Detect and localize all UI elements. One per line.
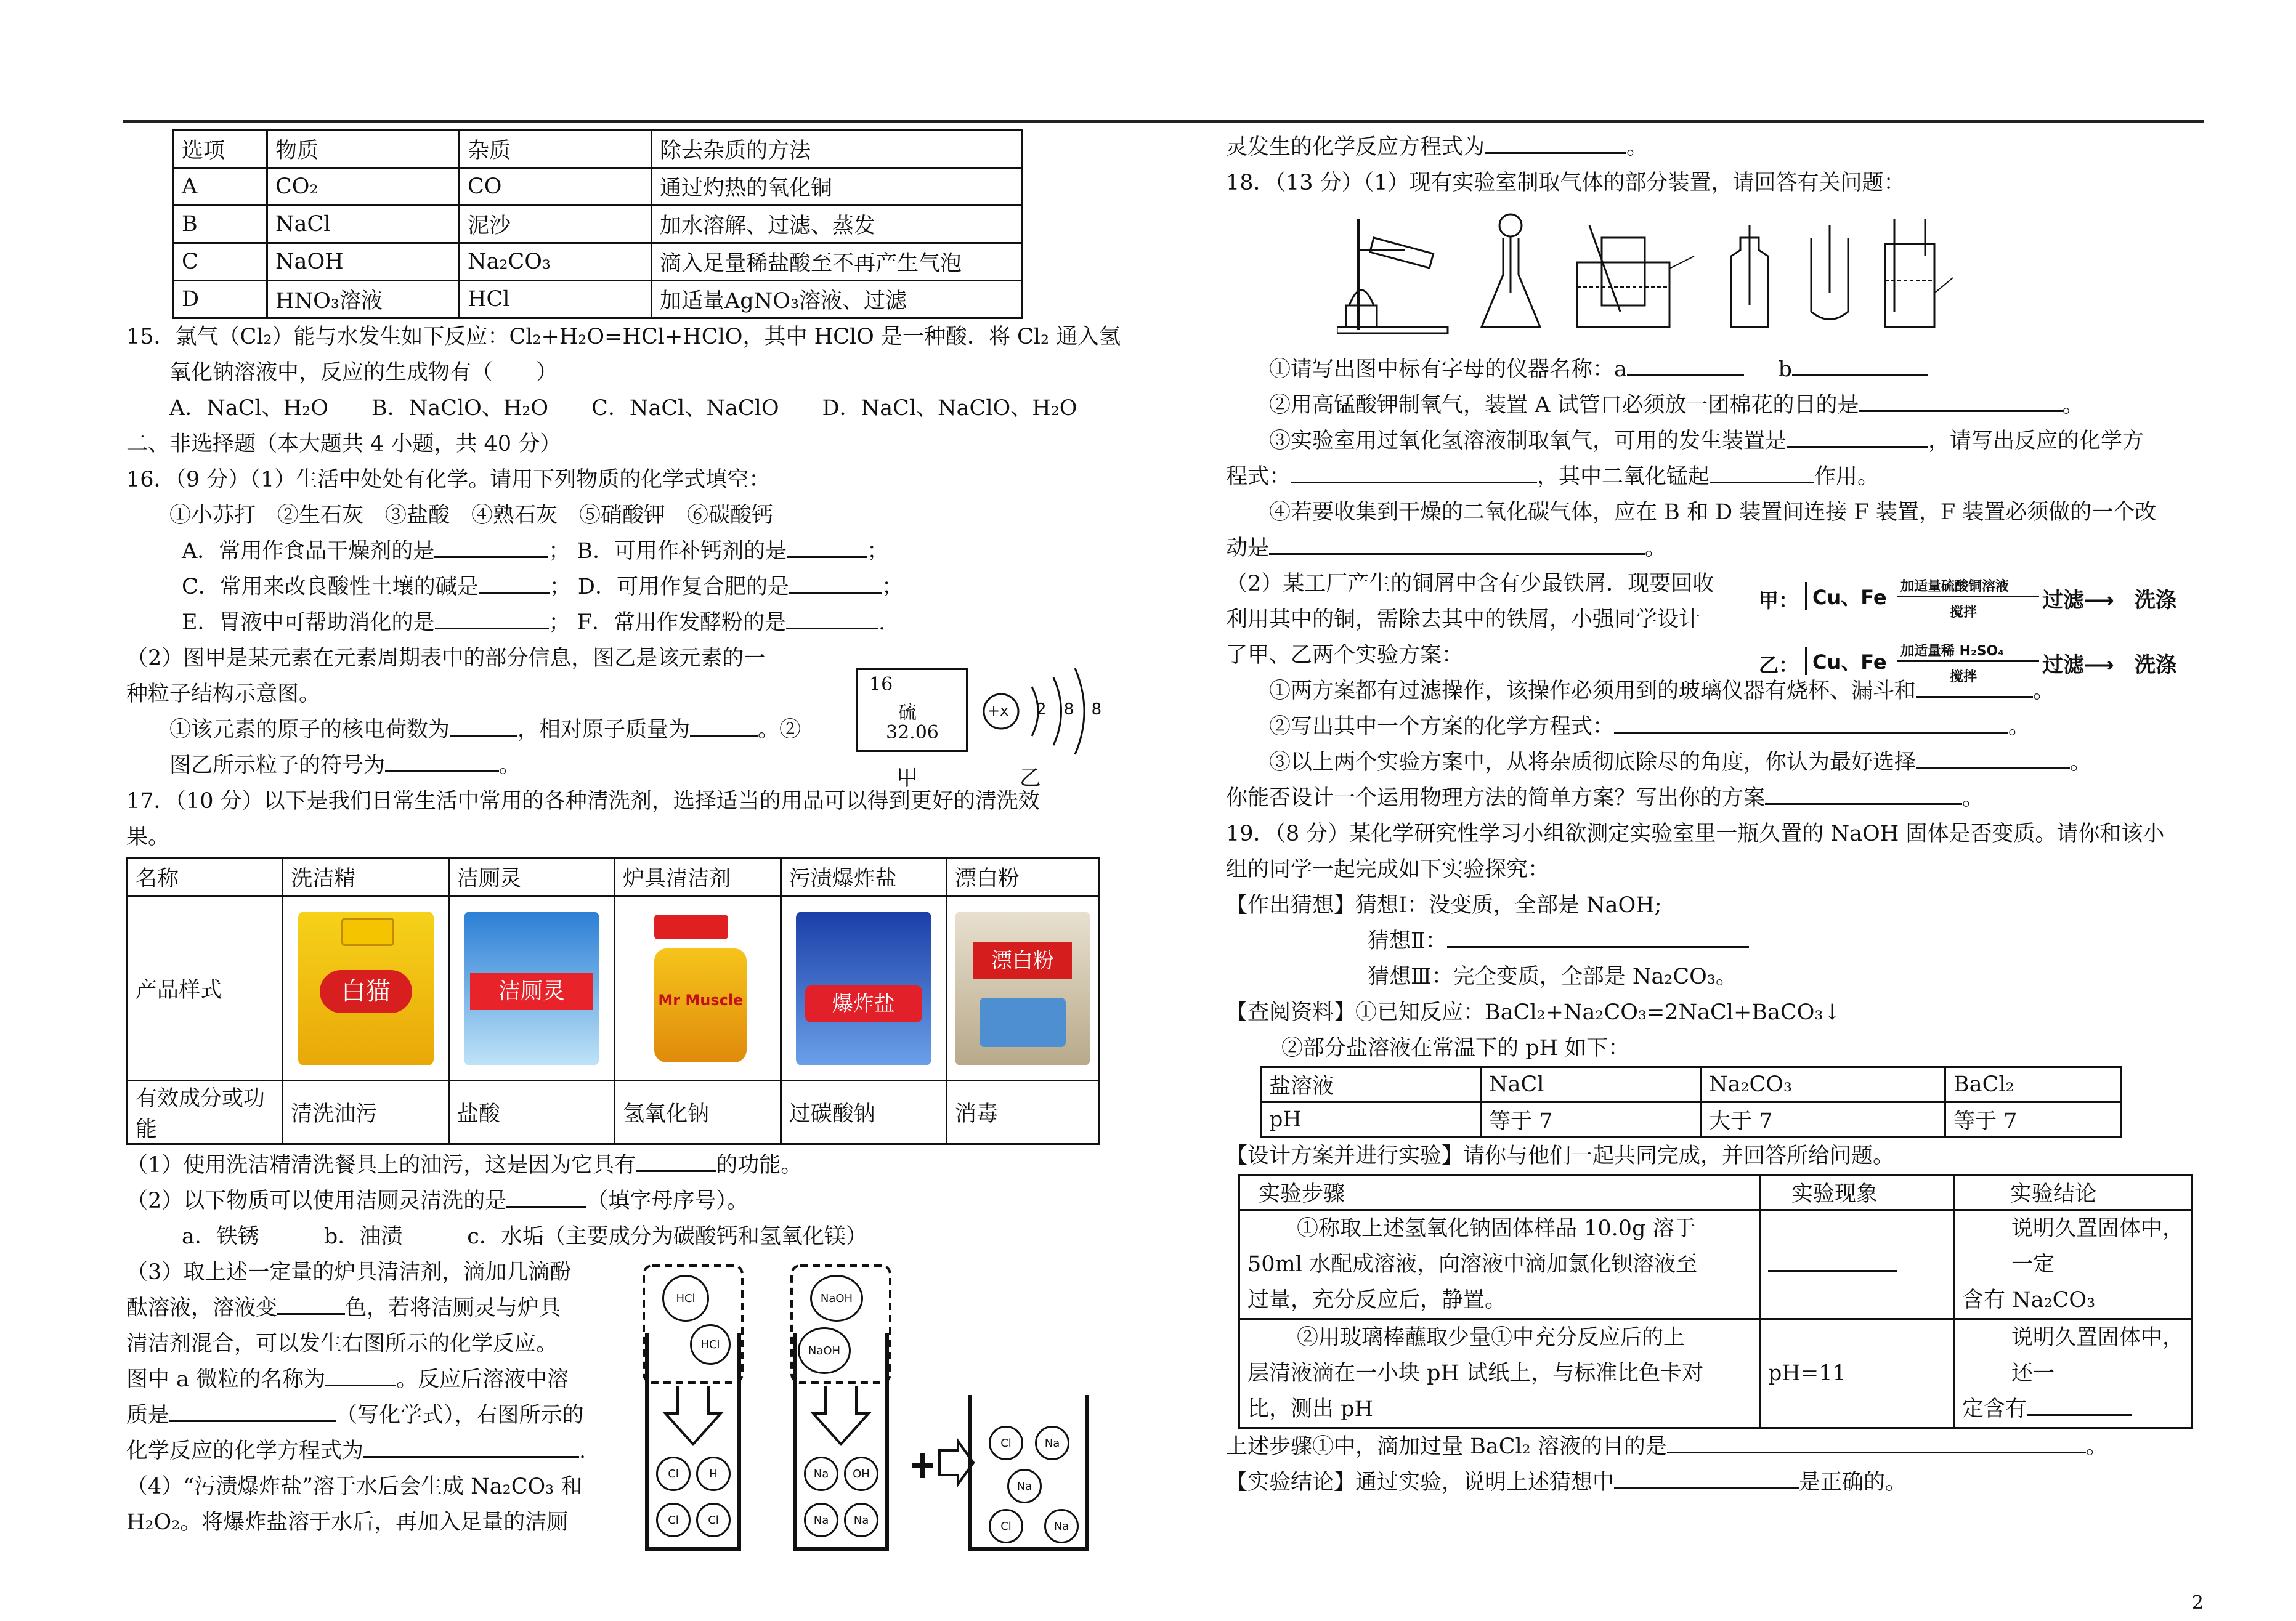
text: （1）使用洗洁精清洗餐具上的油污，这是因为它具有 (126, 1153, 636, 1178)
table-cell: NaOH (267, 243, 460, 281)
table-row (174, 206, 1022, 243)
shell-electrons: 2 8 8 (1036, 700, 1108, 719)
q16-e: E．胃液中可帮助消化的是 (182, 610, 435, 635)
q16-c: C．常用来改良酸性土壤的碱是 (182, 575, 479, 599)
q18-p2-line3: 了甲、乙两个实验方案： (1226, 643, 1464, 668)
text: 程式： (1226, 464, 1291, 489)
molecule: Cl (656, 1503, 691, 1537)
q16-row-ab: A．常用作食品干燥剂的是 ； B．可用作补钙剂的是 ； (182, 539, 889, 564)
text: 动是 (1226, 536, 1270, 560)
table-header-cell: 除去杂质的方法 (652, 131, 1022, 168)
text: ②写出其中一个方案的化学方程式： (1269, 714, 1615, 739)
answer-blank[interactable] (277, 1295, 345, 1315)
header-rule (123, 120, 2204, 123)
answer-blank[interactable] (787, 538, 867, 558)
table-header-cell: BaCl₂ (1945, 1067, 2122, 1102)
answer-blank[interactable] (1269, 535, 1645, 555)
q16-f: F．常用作发酵粉的是 (577, 610, 786, 635)
text: 。 (1626, 135, 1649, 160)
text: 。 (2070, 750, 2092, 775)
text: 图乙所示粒子的符号为 (169, 753, 386, 778)
q19-guess2 (1226, 923, 2212, 959)
step-line: ①称取上述氢氧化钠固体样品 10.0g 溶于 (1297, 1216, 1696, 1241)
conclusion-line: 说明久置固体中，一定 (2011, 1216, 2184, 1277)
scheme-wash: 洗涤 (2135, 653, 2176, 677)
q19-guess3: 猜想Ⅲ：完全变质，全部是 Na₂CO₃。 (1368, 964, 1737, 989)
right-column (1226, 129, 2212, 1500)
text: 【实验结论】通过实验，说明上述猜想中 (1226, 1470, 1615, 1495)
q18-s3 (1226, 423, 2212, 459)
cleaner-table (126, 857, 1100, 1145)
table-row (1239, 1210, 2193, 1319)
ph-table (1260, 1066, 2122, 1138)
table-header-row (1261, 1067, 2122, 1102)
text: 。反应后溶液中溶 (396, 1367, 569, 1392)
text: 你能否设计一个运用物理方法的简单方案？写出你的方案 (1226, 786, 1766, 810)
text: 上述步骤①中，滴加过量 BaCl₂ 溶液的目的是 (1226, 1434, 1667, 1459)
bleach-powder-image (955, 912, 1090, 1065)
scheme-reagent: 加适量稀 H₂SO₄ (1900, 644, 2004, 659)
text: ②用高锰酸钾制氧气，装置 A 试管口必须放一团棉花的目的是 (1269, 393, 1859, 418)
table-cell: 过碳酸钠 (781, 1081, 946, 1144)
product-image-cell (283, 896, 448, 1081)
scheme-figure (1759, 576, 2215, 693)
q17-p2-options: a．铁锈 b．油渍 c．水垢（主要成分为碳酸钙和氢氧化镁） (182, 1224, 867, 1249)
q18-q2 (1226, 709, 2212, 745)
q16-p2-line1: （2）图甲是某元素在元素周期表中的部分信息，图乙是该元素的一 (126, 646, 766, 671)
q19-after (1226, 1429, 2212, 1465)
element-cell-figure (856, 668, 968, 752)
table-cell: CO₂ (267, 168, 460, 206)
table-cell: C (174, 243, 267, 281)
text: 灵发生的化学反应方程式为 (1226, 135, 1485, 160)
table-cell: 滴入足量稀盐酸至不再产生气泡 (652, 243, 1022, 281)
table-header-row (174, 131, 1022, 168)
molecule: Cl (989, 1426, 1023, 1460)
product-label: 洁厕灵 (470, 973, 593, 1010)
table-cell: HCl (460, 281, 652, 318)
text: 。② (758, 718, 801, 742)
molecule: Cl (696, 1503, 731, 1537)
oxygen-bleach-image (796, 912, 931, 1065)
answer-blank[interactable] (1614, 1469, 1799, 1489)
q19-ref1: 【查阅资料】①已知反应：BaCl₂+Na₂CO₃=2NaCl+BaCO₃↓ (1226, 1000, 1841, 1025)
product-image-cell (781, 896, 946, 1081)
text: 图中 a 微粒的名称为 (126, 1367, 326, 1392)
scheme-filter: 过滤⟶ (2042, 653, 2114, 677)
text: 质是 (126, 1403, 170, 1428)
text: 。 (2033, 679, 2055, 703)
q19-line2: 组的同学一起完成如下实验探究： (1226, 857, 1550, 882)
q18-q3 (1226, 745, 2212, 780)
table-cell: 消毒 (947, 1081, 1099, 1144)
table-cell (1239, 1319, 1760, 1428)
table-cell: 泥沙 (460, 206, 652, 243)
step-line: 50ml 水配成溶液，向溶液中滴加氯化钡溶液至 (1247, 1252, 1698, 1277)
text: （填字母序号）。 (586, 1189, 748, 1213)
molecule: Na (1007, 1469, 1042, 1503)
answer-blank[interactable] (786, 609, 878, 629)
table-header-cell: 洗洁精 (283, 859, 448, 896)
text: ，请写出反应的化学方 (1928, 429, 2144, 453)
q18-s3-cont (1226, 459, 2212, 495)
q16-p2-line4: 图乙所示粒子的符号为 。 (169, 753, 521, 778)
table-header-cell: 选项 (174, 131, 267, 168)
table-cell: 加水溶解、过滤、蒸发 (652, 206, 1022, 243)
table-header-cell: 物质 (267, 131, 460, 168)
text: 定含有 (1962, 1397, 2027, 1421)
molecule: Na (1035, 1426, 1069, 1460)
product-label: Mr Muscle (658, 991, 744, 1009)
oven-cleaner-image (630, 912, 765, 1065)
q18-q4 (1226, 780, 2212, 816)
q15-line2: 氧化钠溶液中，反应的生成物有（ ） (169, 360, 558, 385)
text: 。 (1962, 786, 1984, 810)
scheme-mixture: Cu、Fe (1805, 582, 1887, 610)
table-header-cell: 实验步骤 (1239, 1175, 1760, 1210)
q16-row-cd: C．常用来改良酸性土壤的碱是 ； D．可用作复合肥的是 ； (182, 575, 903, 599)
page-number: 2 (2191, 1592, 2204, 1614)
atomic-mass: 32.06 (886, 722, 939, 743)
molecule: Na (844, 1503, 878, 1537)
text: ①请写出图中标有字母的仪器名称：a (1269, 357, 1627, 382)
q17-p1 (126, 1147, 1112, 1183)
table-header-cell: 炉具清洁剂 (615, 859, 781, 896)
q16-b: B．可用作补钙剂的是 (577, 539, 787, 564)
text: 的功能。 (716, 1153, 803, 1178)
reaction-figure (638, 1259, 1106, 1561)
answer-blank[interactable] (1792, 356, 1928, 376)
scheme-filter: 过滤⟶ (2042, 588, 2114, 613)
text: ③以上两个实验方案中，从将杂质彻底除尽的角度，你认为最好选择 (1269, 750, 1917, 775)
answer-blank[interactable] (1859, 392, 2063, 412)
molecule: Cl (989, 1509, 1023, 1543)
q18-p2-line2: 利用其中的铜，需除去其中的铁屑，小强同学设计 (1226, 607, 1701, 632)
table-header-cell: 实验结论 (1954, 1175, 2193, 1210)
q18-s2 (1226, 387, 2212, 423)
apparatus-figure (1337, 201, 2212, 352)
table-cell: 产品样式 (128, 896, 283, 1081)
product-label: 漂白粉 (973, 942, 1072, 979)
answer-blank[interactable] (169, 1402, 336, 1422)
text: 猜想Ⅱ： (1368, 929, 1447, 953)
product-image-cell (947, 896, 1099, 1081)
table-header-cell: 杂质 (460, 131, 652, 168)
answer-blank[interactable] (434, 538, 548, 558)
table-cell: pH=11 (1760, 1319, 1954, 1428)
table-cell: Na₂CO₃ (460, 243, 652, 281)
q18-p2-line1: （2）某工厂产生的铜屑中含有少最铁屑．现要回收 (1226, 572, 1714, 596)
q18-intro: 18．（13 分）（1）现有实验室制取气体的部分装置，请回答有关问题： (1226, 171, 1905, 195)
fig-label-yi: 乙 (1020, 766, 1042, 791)
table-header-cell: Na₂CO₃ (1701, 1067, 1945, 1102)
q16-items: ①小苏打 ②生石灰 ③盐酸 ④熟石灰 ⑤硝酸钾 ⑥碳酸钙 (169, 503, 774, 528)
step-line: 层清液滴在一小块 pH 试纸上，与标准比色卡对 (1247, 1361, 1704, 1386)
q17-p4-line1: （4）“污渍爆炸盐”溶于水后会生成 Na₂CO₃ 和 (126, 1474, 583, 1499)
molecule: Na (804, 1457, 838, 1491)
table-header-cell: 名称 (128, 859, 283, 896)
q18-s4: ④若要收集到干燥的二氧化碳气体，应在 B 和 D 装置间连接 F 装置，F 装置必须做的一个改 (1269, 500, 2157, 525)
q17-continued (1226, 129, 2212, 165)
q16-p2-line2: 种粒子结构示意图。 (126, 682, 321, 706)
nucleus-label: +x (988, 702, 1009, 719)
q15-options: A．NaCl、H₂O B．NaClO、H₂O C．NaCl、NaClO D．NaCl、NaClO、H₂O (169, 396, 1077, 421)
molecule: Na (1044, 1509, 1079, 1543)
fig-label-jia: 甲 (896, 766, 919, 791)
table-cell: NaCl (267, 206, 460, 243)
q17-p4-line2: H₂O₂。将爆炸盐溶于水后，再加入足量的洁厕 (126, 1510, 569, 1535)
answer-blank[interactable] (479, 573, 550, 594)
conclusion-line (1962, 1391, 2184, 1427)
answer-blank[interactable] (1447, 928, 1749, 948)
answer-blank[interactable] (1667, 1433, 2086, 1453)
table-cell: CO (460, 168, 652, 206)
answer-blank[interactable] (1485, 134, 1626, 154)
q16-row-ef: E．胃液中可帮助消化的是 ； F．常用作发酵粉的是 . (182, 610, 886, 635)
answer-blank[interactable] (1768, 1251, 1897, 1272)
q19-conclusion (1226, 1465, 2212, 1500)
product-label: 爆炸盐 (805, 985, 922, 1022)
text: ③实验室用过氧化氢溶液制取氧气，可用的发生装置是 (1269, 429, 1787, 453)
text: . (579, 1439, 586, 1463)
text: b (1778, 357, 1792, 382)
product-label: 白猫 (320, 970, 412, 1013)
answer-blank[interactable] (435, 609, 549, 629)
q19-line1: 19．（8 分）某化学研究性学习小组欲测定实验室里一瓶久置的 NaOH 固体是否变质。请你和该小 (1226, 822, 2165, 846)
text: 酞溶液，溶液变 (126, 1296, 278, 1320)
answer-blank[interactable] (450, 716, 517, 737)
table-header-row (128, 859, 1099, 896)
scheme-reagent: 加适量硫酸铜溶液 (1900, 579, 2010, 594)
q18-s4-cont (1226, 530, 2212, 566)
table-cell: 盐酸 (448, 1081, 614, 1144)
q16-a: A．常用作食品干燥剂的是 (182, 539, 435, 564)
lab-apparatus (1337, 201, 2014, 352)
molecule: NaOH (810, 1275, 863, 1322)
product-image-cell (615, 896, 781, 1081)
product-image-cell (448, 896, 614, 1081)
table-cell: 清洗油污 (283, 1081, 448, 1144)
molecule: HCl (662, 1275, 709, 1322)
table-header-cell: 漂白粉 (947, 859, 1099, 896)
table-header-row (1239, 1175, 2193, 1210)
text: ①两方案都有过滤操作，该操作必须用到的玻璃仪器有烧杯、漏斗和 (1269, 679, 1917, 703)
product-row (128, 896, 1099, 1081)
table-header-cell: NaCl (1481, 1067, 1701, 1102)
table-cell: HNO₃溶液 (267, 281, 460, 318)
q19-design: 【设计方案并进行实验】请你与他们一起共同完成，并回答所给问题。 (1226, 1144, 1895, 1168)
q17-intro2: 果。 (126, 825, 170, 849)
scheme-wash: 洗涤 (2135, 588, 2176, 613)
table-cell: pH (1261, 1102, 1481, 1138)
scheme-mixture: Cu、Fe (1805, 647, 1887, 675)
table-cell: D (174, 281, 267, 318)
step-line: 过量，充分反应后，静置。 (1247, 1288, 1507, 1312)
step-line: 比，测出 pH (1247, 1397, 1374, 1421)
table-row (1239, 1319, 2193, 1428)
table-cell (1954, 1210, 2193, 1319)
scheme-yi-label: 乙： (1759, 653, 1799, 677)
table-cell: 等于 7 (1945, 1102, 2122, 1138)
text: 色，若将洁厕灵与炉具 (345, 1296, 561, 1320)
text: 。 (2085, 1434, 2107, 1459)
table-cell: 大于 7 (1701, 1102, 1945, 1138)
q16-d: D．可用作复合肥的是 (577, 575, 789, 599)
table-row (128, 1081, 1099, 1144)
text: 。 (1645, 536, 1667, 560)
answer-blank[interactable] (690, 716, 758, 737)
molecule: Cl (656, 1457, 691, 1491)
table-cell (1954, 1319, 2193, 1428)
scheme-stir: 搅拌 (1950, 605, 1978, 620)
answer-blank[interactable] (636, 1152, 716, 1172)
q17-intro1: 17．（10 分）以下是我们日常生活中常用的各种清洗剂，选择适当的用品可以得到更好的清洗效 (126, 789, 1040, 814)
toilet-cleaner-image (464, 912, 599, 1065)
answer-blank[interactable] (789, 573, 882, 594)
table-cell (1239, 1210, 1760, 1319)
table-header-cell: 污渍爆炸盐 (781, 859, 946, 896)
dish-soap-image (298, 912, 434, 1065)
answer-blank[interactable] (1787, 427, 1928, 448)
text: 过滤 (2042, 653, 2084, 677)
table-cell: 氢氧化钠 (615, 1081, 781, 1144)
table-cell: A (174, 168, 267, 206)
impurity-table (172, 129, 1023, 319)
table-row (174, 281, 1022, 318)
text: 。 (2062, 393, 2084, 418)
table-cell: 加适量AgNO₃溶液、过滤 (652, 281, 1022, 318)
answer-blank[interactable] (385, 752, 499, 772)
text: ，相对原子质量为 (517, 718, 691, 742)
text: 作用。 (1814, 464, 1880, 489)
atomic-number: 16 (869, 674, 893, 695)
answer-blank[interactable] (1710, 463, 1814, 483)
text: 化学反应的化学方程式为 (126, 1439, 364, 1463)
answer-blank[interactable] (506, 1187, 586, 1208)
table-row (174, 243, 1022, 281)
table-cell: 有效成分或功能 (128, 1081, 283, 1144)
table-cell: 通过灼热的氧化铜 (652, 168, 1022, 206)
answer-blank[interactable] (1916, 749, 2070, 769)
table-row (174, 168, 1022, 206)
text: ，其中二氧化锰起 (1537, 464, 1710, 489)
experiment-table (1238, 1174, 2193, 1429)
molecule: HCl (690, 1324, 731, 1365)
text: （写化学式），右图所示的 (336, 1403, 584, 1428)
conclusion-line: 含有 Na₂CO₃ (1962, 1288, 2096, 1312)
text: （2）以下物质可以使用洁厕灵清洗的是 (126, 1189, 507, 1213)
q15-line1: 15．氯气（Cl₂）能与水发生如下反应：Cl₂+H₂O=HCl+HClO，其中 HClO 是一种酸．将 Cl₂ 通入氢 (126, 325, 1121, 349)
section-heading: 二、非选择题（本大题共 4 小题，共 40 分） (126, 432, 562, 456)
scheme-jia-label: 甲： (1759, 589, 1799, 612)
molecule: H (696, 1457, 731, 1491)
text: 。 (2008, 714, 2030, 739)
table-header-cell: 盐溶液 (1261, 1067, 1481, 1102)
q17-p3-line3: 清洁剂混合，可以发生右图所示的化学反应。 (126, 1332, 558, 1356)
table-row (1261, 1102, 2122, 1138)
answer-blank[interactable] (363, 1437, 579, 1458)
conclusion-line: 说明久置固体中，还一 (2011, 1325, 2184, 1386)
table-header-cell: 洁厕灵 (448, 859, 614, 896)
molecule: Na (804, 1503, 838, 1537)
answer-blank[interactable] (1291, 463, 1537, 483)
q16-intro: 16．（9 分）（1）生活中处处有化学。请用下列物质的化学式填空： (126, 467, 771, 492)
q19-guess1: 【作出猜想】猜想Ⅰ：没变质，全部是 NaOH; (1226, 893, 1662, 918)
text: ①该元素的原子的核电荷数为 (169, 718, 450, 742)
answer-blank[interactable] (2027, 1396, 2132, 1416)
q19-ref2: ②部分盐溶液在常温下的 pH 如下： (1281, 1036, 1630, 1061)
element-name: 硫 (898, 702, 917, 724)
answer-blank[interactable] (1627, 356, 1744, 376)
scheme-stir: 搅拌 (1950, 669, 1978, 685)
answer-blank[interactable] (1614, 713, 2008, 734)
q17-p2 (126, 1183, 1112, 1219)
text: 过滤 (2042, 588, 2084, 613)
text: 是正确的。 (1799, 1470, 1907, 1495)
table-header-cell: 实验现象 (1760, 1175, 1954, 1210)
step-line: ②用玻璃棒蘸取少量①中充分反应后的上 (1297, 1325, 1685, 1350)
molecule: OH (844, 1457, 878, 1491)
answer-blank[interactable] (1765, 785, 1962, 805)
table-cell: 等于 7 (1481, 1102, 1701, 1138)
q18-s1 (1226, 352, 2212, 387)
q17-p3-line1: （3）取上述一定量的炉具清洁剂，滴加几滴酚 (126, 1260, 572, 1285)
answer-blank[interactable] (325, 1366, 396, 1386)
molecule: NaOH (798, 1327, 851, 1374)
table-cell: B (174, 206, 267, 243)
table-cell (1760, 1210, 1954, 1319)
